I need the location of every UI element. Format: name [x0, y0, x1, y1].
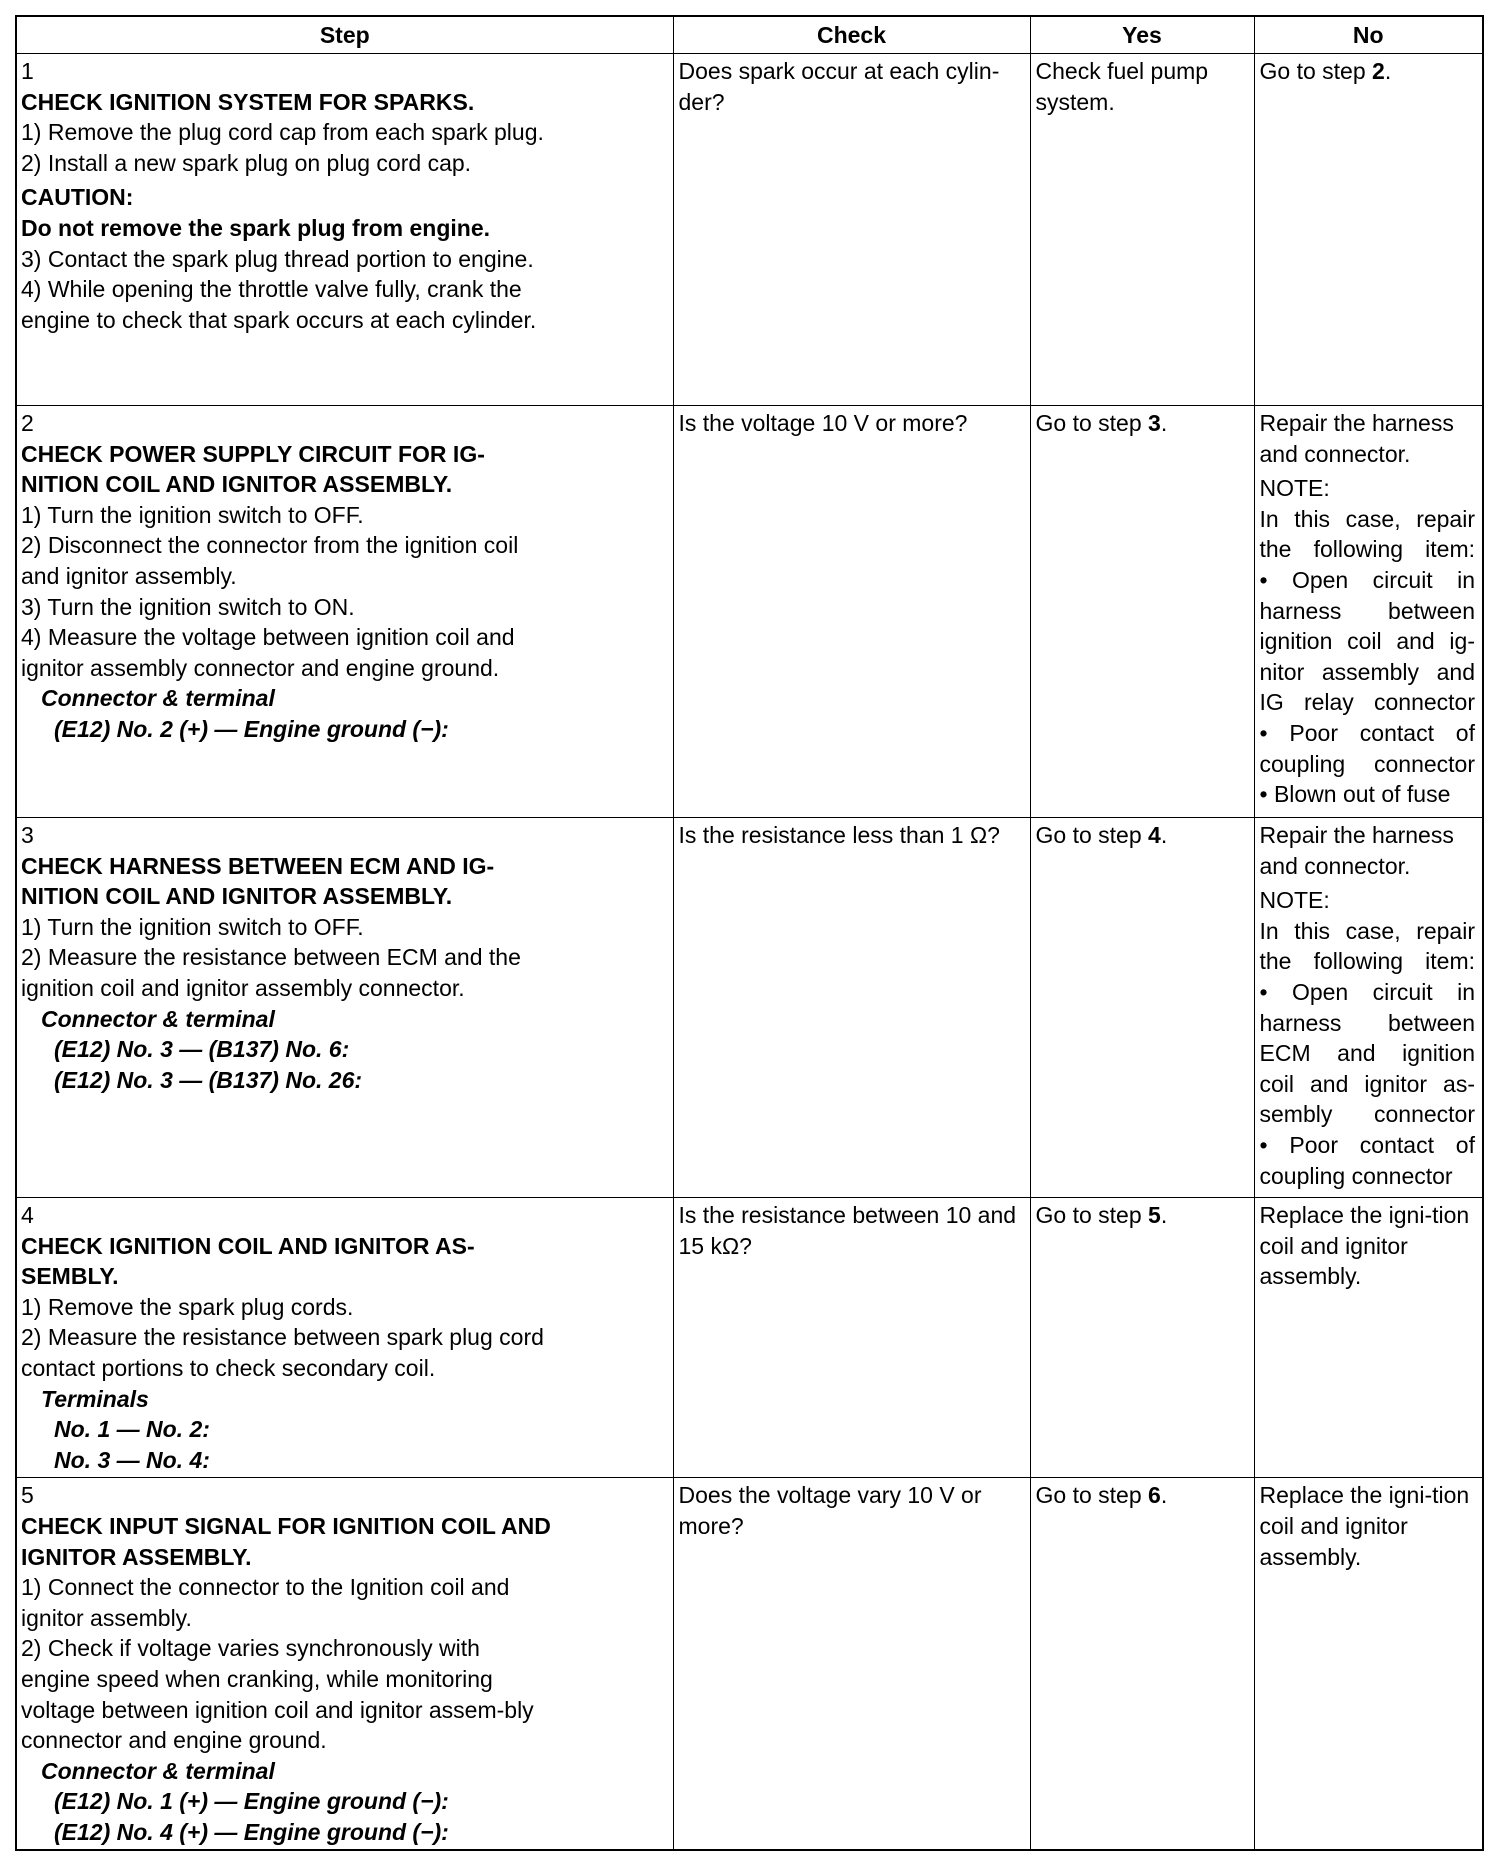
yes-step-ref: 5: [1148, 1202, 1161, 1228]
yes-prefix: Go to step: [1035, 410, 1149, 436]
step-cell: [16, 406, 673, 818]
yes-suffix: .: [1160, 1482, 1168, 1509]
terminal-value: (E12) No. 4 (+) — Engine ground (−):: [54, 1818, 449, 1845]
note-text: In this case, repair the following item:: [1259, 917, 1475, 975]
yes-step-ref: 3: [1148, 410, 1161, 436]
yes-suffix: .: [1160, 1202, 1168, 1228]
terminal-value: (E12) No. 1 (+) — Engine ground (−):: [54, 1788, 449, 1815]
step-title: CHECK INPUT SIGNAL FOR IGNITION COIL AND IGNITOR ASSEMBLY.: [21, 1512, 551, 1570]
instruction: 2) Disconnect the connector from the ignition coil and ignitor assembly.: [21, 532, 519, 589]
instruction: 1) Turn the ignition switch to OFF.: [21, 913, 364, 940]
instruction: 2) Measure the resistance between ECM and the ignition coil and ignitor assembly connector.: [21, 944, 521, 1001]
terminal-value: No. 3 — No. 4:: [54, 1446, 210, 1473]
yes-cell: [1030, 1198, 1254, 1478]
note-label: NOTE:: [1259, 475, 1330, 502]
no-text: Repair the harness and connector.: [1259, 822, 1454, 879]
table-row: [16, 1198, 1483, 1478]
terminal-value: (E12) No. 3 — (B137) No. 26:: [54, 1066, 363, 1093]
instruction: 3) Contact the spark plug thread portion to engine.: [21, 245, 534, 272]
yes-prefix: Go to step: [1035, 1202, 1149, 1228]
step-number: 2: [21, 410, 34, 436]
table-row: [16, 406, 1483, 818]
yes-suffix: .: [1160, 410, 1168, 436]
check-cell: Does spark occur at each cylin-der?: [673, 54, 1030, 406]
step-number: 5: [21, 1482, 34, 1509]
step-number: 3: [21, 822, 34, 848]
yes-step-ref: 6: [1148, 1482, 1161, 1509]
header-row: [16, 16, 1483, 54]
instruction: 1) Turn the ignition switch to OFF.: [21, 501, 364, 528]
step-cell: [16, 1478, 673, 1851]
terminal-label: Connector & terminal: [41, 685, 275, 712]
yes-step-ref: 4: [1148, 822, 1161, 848]
terminal-label: Terminals: [41, 1385, 149, 1412]
terminal-value: (E12) No. 3 — (B137) No. 6:: [54, 1036, 350, 1063]
check-cell: Is the voltage 10 V or more?: [673, 406, 1030, 818]
header-no: No: [1254, 16, 1483, 54]
terminal-value: (E12) No. 2 (+) — Engine ground (−):: [54, 715, 449, 742]
note-label: NOTE:: [1259, 887, 1330, 914]
check-cell: Does the voltage vary 10 V or more?: [673, 1478, 1030, 1851]
step-title: CHECK POWER SUPPLY CIRCUIT FOR IG-NITION COIL AND IGNITOR ASSEMBLY.: [21, 440, 485, 498]
yes-prefix: Go to step: [1035, 822, 1149, 848]
instruction: 2) Measure the resistance between spark plug cord contact portions to check secondary coil.: [21, 1324, 544, 1381]
header-check: Check: [673, 16, 1030, 54]
header-step: Step: [16, 16, 673, 54]
no-cell: [1254, 818, 1483, 1198]
step-title: CHECK HARNESS BETWEEN ECM AND IG-NITION COIL AND IGNITOR ASSEMBLY.: [21, 852, 495, 910]
yes-cell: Check fuel pump system.: [1030, 54, 1254, 406]
table-row: [16, 54, 1483, 406]
no-cell: Replace the igni-tion coil and ignitor assembly.: [1254, 1478, 1483, 1851]
table-row: [16, 1478, 1483, 1851]
note-bullet: • Poor contact of coupling connector: [1259, 1131, 1475, 1189]
header-yes: Yes: [1030, 16, 1254, 54]
instruction: 1) Remove the plug cord cap from each spark plug.: [21, 119, 544, 146]
no-suffix: .: [1384, 58, 1392, 84]
no-cell: [1254, 54, 1483, 406]
caution-text: Do not remove the spark plug from engine.: [21, 214, 491, 241]
yes-cell: [1030, 818, 1254, 1198]
note-bullet: • Blown out of fuse: [1259, 781, 1451, 808]
diagnostic-table: [15, 15, 1484, 1851]
caution-label: CAUTION:: [21, 184, 134, 211]
yes-prefix: Go to step: [1035, 1482, 1149, 1509]
instruction: 3) Turn the ignition switch to ON.: [21, 593, 355, 620]
yes-suffix: .: [1160, 822, 1168, 848]
step-cell: [16, 1198, 673, 1478]
check-cell: Is the resistance less than 1 Ω?: [673, 818, 1030, 1198]
terminal-label: Connector & terminal: [41, 1757, 275, 1784]
no-text: Repair the harness and connector.: [1259, 410, 1454, 467]
instruction: 1) Remove the spark plug cords.: [21, 1293, 354, 1320]
step-title: CHECK IGNITION SYSTEM FOR SPARKS.: [21, 88, 475, 115]
note-text: In this case, repair the following item:: [1259, 505, 1475, 563]
no-cell: Replace the igni-tion coil and ignitor assembly.: [1254, 1198, 1483, 1478]
instruction: 2) Install a new spark plug on plug cord cap.: [21, 149, 472, 176]
instruction: 1) Connect the connector to the Ignition coil and ignitor assembly.: [21, 1574, 510, 1631]
terminal-label: Connector & terminal: [41, 1005, 275, 1032]
yes-cell: [1030, 1478, 1254, 1851]
no-prefix: Go to step: [1259, 58, 1373, 84]
check-cell: Is the resistance between 10 and 15 kΩ?: [673, 1198, 1030, 1478]
yes-cell: [1030, 406, 1254, 818]
instruction: 4) Measure the voltage between ignition coil and ignitor assembly connector and engine ground.: [21, 624, 515, 681]
terminal-value: No. 1 — No. 2:: [54, 1416, 210, 1443]
step-title: CHECK IGNITION COIL AND IGNITOR AS-SEMBLY.: [21, 1232, 475, 1290]
step-number: 1: [21, 58, 34, 84]
note-bullet: • Poor contact of coupling connector: [1259, 719, 1475, 777]
instruction: 2) Check if voltage varies synchronously with engine speed when cranking, while monitoring voltage between ignition coil and ignitor assem-bly connector and engine ground.: [21, 1635, 534, 1754]
table-row: [16, 818, 1483, 1198]
instruction: 4) While opening the throttle valve fully, crank the engine to check that spark occurs at each cylinder.: [21, 276, 537, 333]
step-number: 4: [21, 1202, 34, 1228]
note-bullet: • Open circuit in harness between ignition coil and ig-nitor assembly and IG relay connector: [1259, 566, 1475, 716]
no-step-ref: 2: [1372, 58, 1385, 84]
no-cell: [1254, 406, 1483, 818]
step-cell: [16, 818, 673, 1198]
step-cell: [16, 54, 673, 406]
note-bullet: • Open circuit in harness between ECM and ignition coil and ignitor as-sembly connector: [1259, 978, 1475, 1128]
